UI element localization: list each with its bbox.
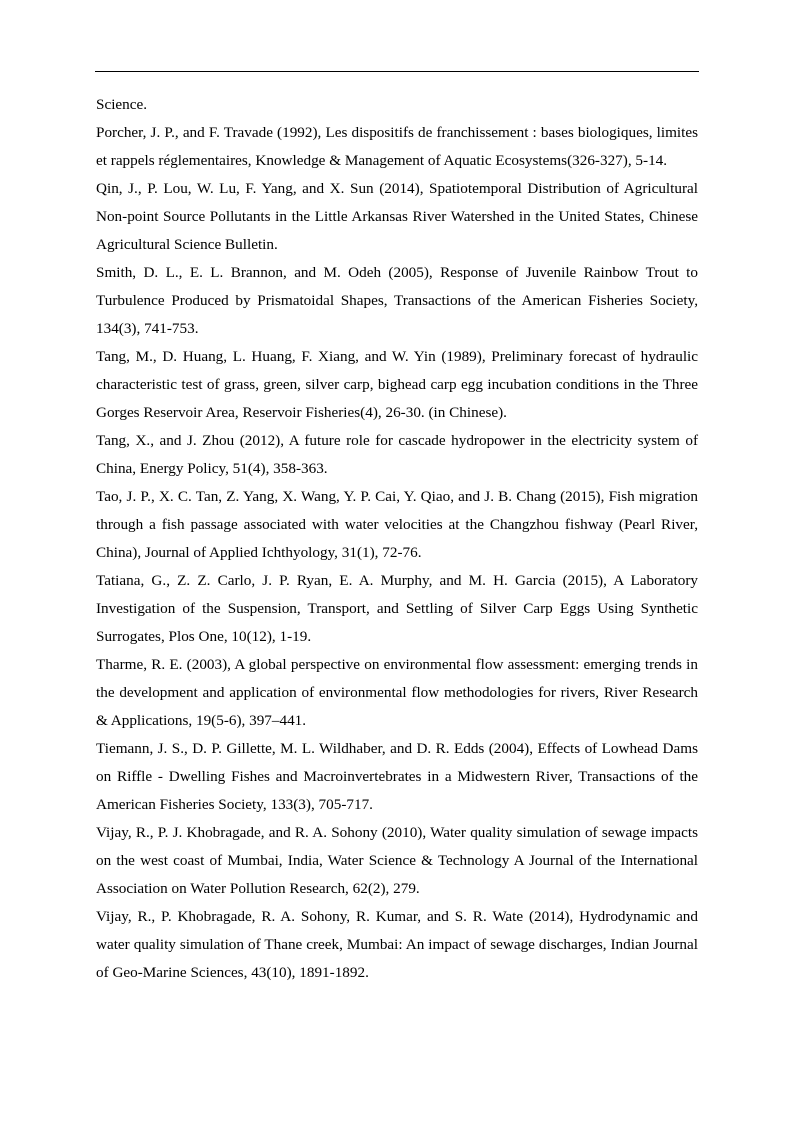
reference-entry: Tatiana, G., Z. Z. Carlo, J. P. Ryan, E. A. Murphy, and M. H. Garcia (2015), A Laboratory Investigation of the Suspension, Transport, and Settling of Silver Carp Eggs Using Synthetic Surrogates, Plos One, 10(12), 1-19.	[96, 572, 698, 645]
reference-entry: Tang, X., and J. Zhou (2012), A future role for cascade hydropower in the electricity system of China, Energy Policy, 51(4), 358-363.	[96, 432, 698, 477]
reference-entry: Science.	[96, 96, 148, 113]
reference-entry: Tang, M., D. Huang, L. Huang, F. Xiang, and W. Yin (1989), Preliminary forecast of hydraulic characteristic test of grass, green, silver carp, bighead carp egg incubation conditions in the Three Gorges Reservoir Area, Reservoir Fisheries(4), 26-30. (in Chinese).	[96, 348, 698, 421]
reference-entry: Smith, D. L., E. L. Brannon, and M. Odeh (2005), Response of Juvenile Rainbow Trout to Turbulence Produced by Prismatoidal Shapes, Transactions of the American Fisheries Society, 134(3), 741-753.	[96, 264, 698, 337]
header-rule	[95, 71, 699, 72]
reference-entry: Tiemann, J. S., D. P. Gillette, M. L. Wildhaber, and D. R. Edds (2004), Effects of Lowhead Dams on Riffle ‐ Dwelling Fishes and Macroinvertebrates in a Midwestern River, Transactions of the American Fisheries Society, 133(3), 705-717.	[96, 740, 698, 813]
reference-entry: Qin, J., P. Lou, W. Lu, F. Yang, and X. Sun (2014), Spatiotemporal Distribution of Agricultural Non-point Source Pollutants in the Little Arkansas River Watershed in the United States, Chinese Agricultural Science Bulletin.	[96, 180, 698, 253]
reference-entry: Tao, J. P., X. C. Tan, Z. Yang, X. Wang, Y. P. Cai, Y. Qiao, and J. B. Chang (2015), Fish migration through a fish passage associated with water velocities at the Changzhou fishway (Pearl River, China), Journal of Applied Ichthyology, 31(1), 72-76.	[96, 488, 698, 561]
reference-entry: Tharme, R. E. (2003), A global perspective on environmental flow assessment: emerging trends in the development and application of environmental flow methodologies for rivers, River Research & Applications, 19(5-6), 397–441.	[96, 656, 698, 729]
reference-list	[96, 91, 698, 987]
reference-entry: Vijay, R., P. J. Khobragade, and R. A. Sohony (2010), Water quality simulation of sewage impacts on the west coast of Mumbai, India, Water Science & Technology A Journal of the International Association on Water Pollution Research, 62(2), 279.	[96, 824, 698, 897]
reference-entry: Vijay, R., P. Khobragade, R. A. Sohony, R. Kumar, and S. R. Wate (2014), Hydrodynamic and water quality simulation of Thane creek, Mumbai: An impact of sewage discharges, Indian Journal of Geo-Marine Sciences, 43(10), 1891-1892.	[96, 908, 698, 981]
reference-entry: Porcher, J. P., and F. Travade (1992), Les dispositifs de franchissement : bases biologiques, limites et rappels réglementaires, Knowledge & Management of Aquatic Ecosystems(326-327), 5-14.	[96, 124, 698, 169]
